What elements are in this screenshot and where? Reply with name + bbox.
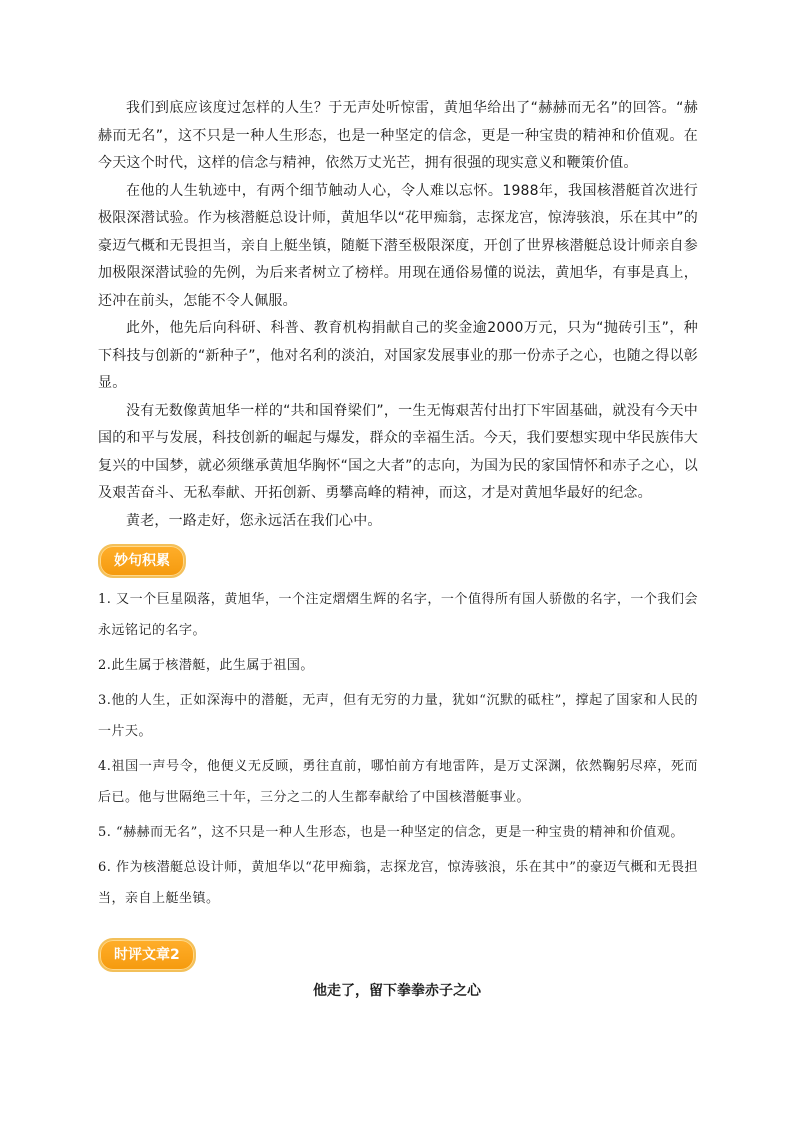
paragraph: 在他的人生轨迹中，有两个细节触动人心，令人难以忘怀。1988年，我国核潜艇首次进行极限深潜试验。作为核潜艇总设计师，黄旭华以“花甲痴翁，志探龙宫，惊涛骇浪，乐在其中”的豪迈气概和无畏担当，亲自上艇坐镇，随艇下潜至极限深度，开创了世界核潜艇总设计师亲自参加极限深潜试验的先例，为后来者树立了榜样。用现在通俗易懂的说法，黄旭华，有事是真上，还冲在前头，怎能不令人佩服。 xyxy=(98,182,698,309)
quote-item: 3.他的人生，正如深海中的潜艇，无声，但有无穷的力量，犹如“沉默的砥柱”，撑起了国家和人民的一片天。 xyxy=(98,693,698,739)
quote-list xyxy=(98,584,698,918)
quote-item: 4.祖国一声号令，他便义无反顾，勇往直前，哪怕前方有地雷阵，是万丈深渊，依然鞠躬尽瘁，死而后已。他与世隔绝三十年，三分之二的人生都奉献给了中国核潜艇事业。 xyxy=(98,759,698,805)
quote-item: 2.此生属于核潜艇，此生属于祖国。 xyxy=(98,658,314,673)
section-badge-commentary: 时评文章2 xyxy=(98,938,196,972)
paragraph: 黄老，一路走好，您永远活在我们心中。 xyxy=(126,512,382,529)
quote-item: 6. 作为核潜艇总设计师，黄旭华以“花甲痴翁，志探龙宫，惊涛骇浪，乐在其中”的豪迈气概和无畏担当，亲自上艇坐镇。 xyxy=(98,860,698,906)
paragraph: 我们到底应该度过怎样的人生？于无声处听惊雷，黄旭华给出了“赫赫而无名”的回答。“赫赫而无名”，这不只是一种人生形态，也是一种坚定的信念，更是一种宝贵的精神和价值观。在今天这个时代，这样的信念与精神，依然万丈光芒，拥有很强的现实意义和鞭策价值。 xyxy=(98,100,698,171)
paragraph: 此外，他先后向科研、科普、教育机构捐献自己的奖金逾2000万元，只为“抛砖引玉”，种下科技与创新的“新种子”，他对名利的淡泊，对国家发展事业的那一份赤子之心，也随之得以彰显。 xyxy=(98,320,698,391)
article-title: 他走了，留下拳拳赤子之心 xyxy=(313,983,481,999)
article-body xyxy=(98,95,698,535)
quote-item: 5. “赫赫而无名”，这不只是一种人生形态，也是一种坚定的信念，更是一种宝贵的精神和价值观。 xyxy=(98,825,684,840)
section-badge-quotes: 妙句积累 xyxy=(98,544,186,578)
paragraph: 没有无数像黄旭华一样的“共和国脊梁们”，一生无悔艰苦付出打下牢固基础，就没有今天中国的和平与发展，科技创新的崛起与爆发，群众的幸福生活。今天，我们要想实现中华民族伟大复兴的中国梦，就必须继承黄旭华胸怀“国之大者”的志向，为国为民的家国情怀和赤子之心，以及艰苦奋斗、无私奉献、开拓创新、勇攀高峰的精神，而这，才是对黄旭华最好的纪念。 xyxy=(98,402,698,501)
quote-item: 1. 又一个巨星陨落，黄旭华，一个注定熠熠生辉的名字，一个值得所有国人骄傲的名字，一个我们会永远铭记的名字。 xyxy=(98,592,698,638)
